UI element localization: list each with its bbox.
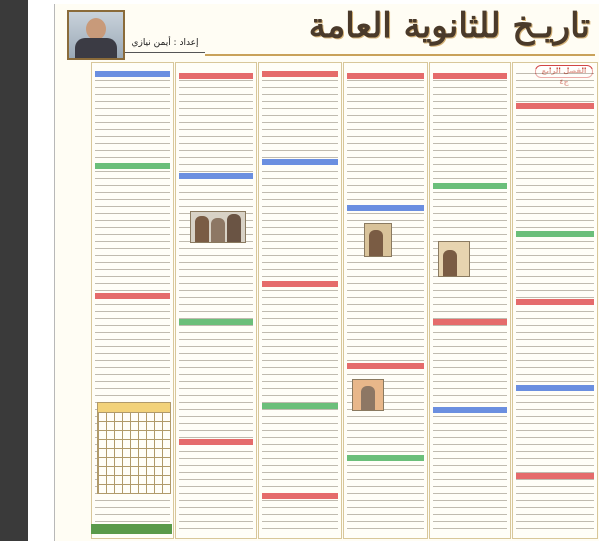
page-title: تاريـخ للثانوية العامة bbox=[308, 6, 590, 46]
historic-photo bbox=[352, 379, 384, 411]
photo-figure bbox=[227, 214, 241, 242]
highlight-line bbox=[179, 319, 253, 325]
column-text-lines bbox=[433, 69, 507, 534]
answer-table bbox=[97, 402, 171, 494]
historic-group-photo bbox=[190, 211, 246, 243]
photo-figure bbox=[211, 218, 225, 242]
highlight-line bbox=[95, 163, 170, 169]
highlight-line bbox=[347, 205, 424, 211]
historic-photo bbox=[364, 223, 392, 257]
highlight-line bbox=[95, 293, 170, 299]
highlight-line bbox=[262, 281, 338, 287]
document-sheet bbox=[54, 4, 599, 541]
author-label: إعداد : أيمن نيازي bbox=[125, 38, 205, 53]
answer-table-header bbox=[98, 403, 170, 412]
text-column-4 bbox=[258, 62, 342, 539]
highlight-line bbox=[516, 473, 594, 479]
author-photo bbox=[67, 10, 125, 60]
highlight-line bbox=[262, 403, 338, 409]
highlight-line bbox=[179, 73, 253, 79]
author-photo-head bbox=[86, 18, 106, 40]
highlight-line bbox=[516, 103, 594, 109]
document-header bbox=[55, 4, 599, 60]
photo-figure bbox=[369, 230, 383, 256]
author-photo-body bbox=[75, 38, 117, 60]
photo-figure bbox=[443, 250, 457, 276]
highlight-line bbox=[347, 363, 424, 369]
highlight-line bbox=[179, 173, 253, 179]
highlight-line bbox=[433, 319, 507, 325]
highlight-line bbox=[516, 385, 594, 391]
title-underline bbox=[205, 54, 595, 56]
text-column-5 bbox=[175, 62, 257, 539]
highlight-line bbox=[516, 299, 594, 305]
highlight-line bbox=[262, 71, 338, 77]
highlight-line bbox=[433, 73, 507, 79]
highlight-line bbox=[179, 439, 253, 445]
photo-figure bbox=[361, 386, 375, 410]
highlight-line bbox=[262, 159, 338, 165]
highlight-line bbox=[347, 73, 424, 79]
text-column-2 bbox=[429, 62, 511, 539]
highlight-line bbox=[262, 493, 338, 499]
highlight-line bbox=[433, 183, 507, 189]
text-column-3 bbox=[343, 62, 428, 539]
photo-figure bbox=[195, 216, 209, 242]
column-text-lines bbox=[347, 69, 424, 534]
historic-photo bbox=[438, 241, 470, 277]
highlight-line bbox=[516, 231, 594, 237]
column-text-lines bbox=[179, 69, 253, 534]
bottom-green-strip bbox=[91, 524, 172, 534]
column-text-lines bbox=[262, 69, 338, 534]
highlight-line bbox=[95, 71, 170, 77]
text-column-1 bbox=[512, 62, 598, 539]
viewer-left-bar bbox=[0, 0, 28, 541]
highlight-line bbox=[433, 407, 507, 413]
highlight-line bbox=[347, 455, 424, 461]
